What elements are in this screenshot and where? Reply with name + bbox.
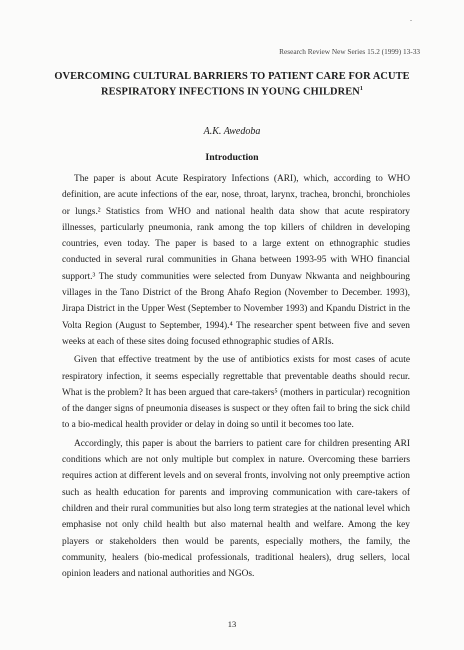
body-text	[62, 171, 410, 582]
paragraph: The paper is about Acute Respiratory Infections (ARI), which, according to WHO definition, are acute infections of the ear, nose, throat, larynx, trachea, bronchi, bronchioles or lungs.² Statistics from WHO and national health data show that acute respiratory illnesses, particularly pneumonia, rank among the top killers of children in developing countries, even today. The paper is based to a large extent on ethnographic studies conducted in several rural communities in Ghana between 1993-95 with WHO financial support.³ The study communities were selected from Dunyaw Nkwanta and neighbouring villages in the Tano District of the Brong Ahafo Region (November to December. 1993), Jirapa District in the Upper West (September to November 1993) and Kpandu District in the Volta Region (August to September, 1994).⁴ The researcher spent between five and seven weeks at each of these sites doing focused ethnographic studies of ARIs.	[62, 174, 410, 347]
top-mark: -	[410, 18, 412, 24]
paragraph: Given that effective treatment by the use of antibiotics exists for most cases of acute respiratory infection, it seems especially regrettable that preventable deaths should recur. What is the problem? It has been argued that care-takers⁵ (mothers in particular) recognition of the danger signs of pneumonia diseases is suspect or they often fail to bring the sick child to a bio-medical health provider or delay in doing so until it becomes too late.	[62, 355, 410, 431]
section-heading: Introduction	[205, 152, 259, 163]
paragraph: Accordingly, this paper is about the barriers to patient care for children presenting ARI conditions which are not only multiple but complex in nature. Overcoming these barriers requires action at different levels and on several fronts, involving not only preemptive action such as health education for parents and improving communication with care-takers of children and their rural communities but also long term strategies at the national level which emphasise not only child health but also maternal health and welfare. Among the key players or stakeholders then would be parents, especially mothers, the family, the community, healers (bio-medical professionals, traditional healers), drug sellers, local opinion leaders and national authorities and NGOs.	[62, 438, 410, 580]
running-head: Research Review New Series 15.2 (1999) 13-33	[279, 47, 420, 56]
title-line-1: OVERCOMING CULTURAL BARRIERS TO PATIENT CARE FOR ACUTE	[54, 71, 410, 82]
paper-title	[40, 70, 424, 98]
title-line-2-text: RESPIRATORY INFECTIONS IN YOUNG CHILDREN	[101, 86, 360, 98]
title-line-2	[40, 83, 424, 98]
author-name: A.K. Awedoba	[203, 126, 261, 137]
title-footnote-marker: 1	[359, 86, 363, 92]
page-number: 13	[227, 619, 237, 629]
